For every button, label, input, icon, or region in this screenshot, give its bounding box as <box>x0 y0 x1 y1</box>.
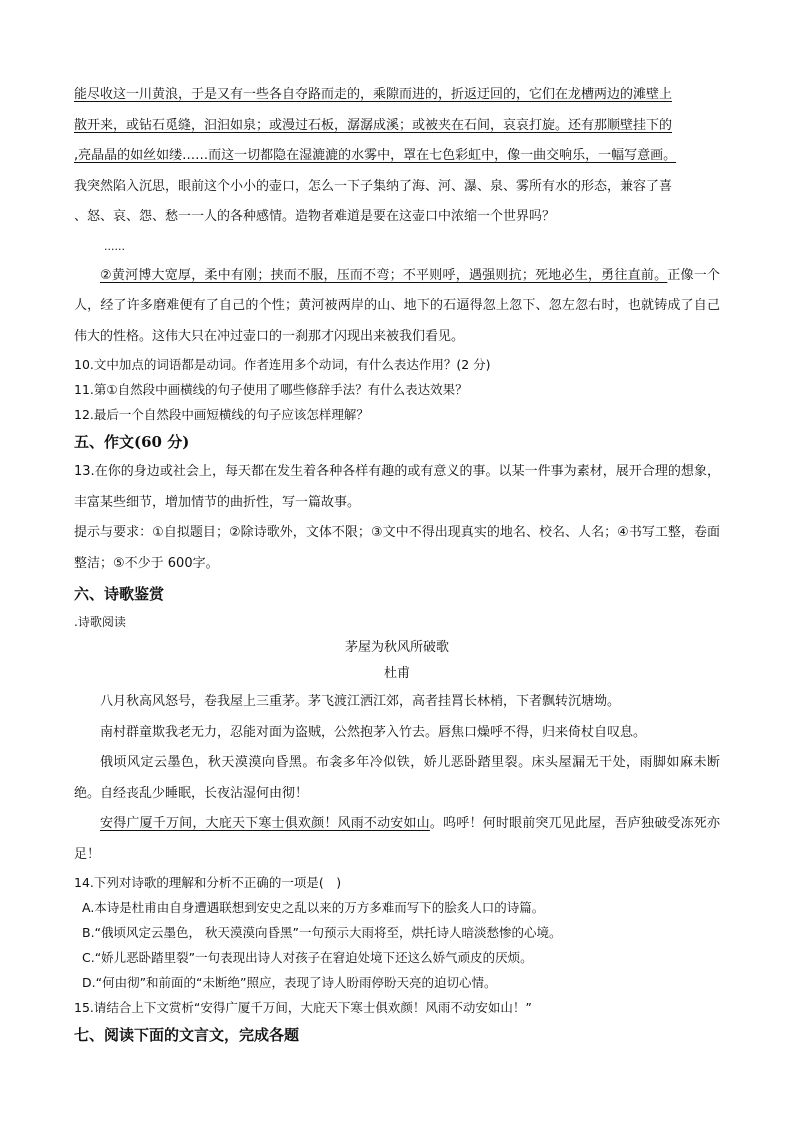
section-5-title: 五、作文(60 分) <box>74 433 190 451</box>
question-10: 10.文中加点的词语都是动词。作者连用多个动词，有什么表达作用？(2 分) <box>74 357 491 372</box>
passage-line: 散开来，或钻石觅缝，汩汩如泉；或漫过石板，潺潺成溪；或被夹在石间，哀哀打旋。还有那顺壁挂下的 <box>74 117 673 133</box>
passage-line: 、怒、哀、怨、愁一一人的各种感情。造物者难道是要在这壶口中浓缩一个世界吗？ <box>74 209 556 224</box>
question-14: 14.下列对诗歌的理解和分析不正确的一项是( ) <box>74 875 342 890</box>
section-6-title: 六、诗歌鉴赏 <box>74 585 165 603</box>
poem-stanza-2: 南村群童欺我老无力，忍能对面为盗贼，公然抱茅入竹去。唇焦口燥呼不得，归来倚杖自叹息。 <box>100 724 647 740</box>
question-11: 11.第①自然段中画横线的句子使用了哪些修辞手法？有什么表达效果？ <box>74 382 468 397</box>
question-13: 13.在你的身边或社会上，每天都在发生着各种各样有趣的或有意义的事。以某一件事为素材，展开合理的想象，丰富某些细节，增加情节的曲折性，写一篇故事。 <box>74 464 720 510</box>
poem-stanza-4: 安得广厦千万间，大庇天下寒士俱欢颜！风雨不动安如山。呜呼！何时眼前突兀见此屋，吾庐独破受冻死亦足！ <box>74 816 720 862</box>
passage-line: ,亮晶晶的如丝如缕……而这一切都隐在湿漉漉的水雾中，罩在七色彩虹中，像一曲交响乐，一幅写意画。 <box>74 148 677 163</box>
question-15: 15.请结合上下文赏析“安得广厦千万间，大庇天下寒士俱欢颜！风雨不动安如山！” <box>74 1000 532 1015</box>
poem-title: 茅屋为秋风所破歌 <box>344 640 449 655</box>
poem-stanza-3: 俄顷风定云墨色，秋天漠漠向昏黑。布衾多年冷似铁，娇儿恶卧踏里裂。床头屋漏无干处，雨脚如麻未断绝。自经丧乱少睡眠，长夜沾湿何由彻！ <box>74 755 720 801</box>
option-c: C.“娇儿恶卧踏里裂”一句表现出诗人对孩子在窘迫处境下还这么娇气顽皮的厌烦。 <box>82 950 533 965</box>
document-page <box>74 80 720 1050</box>
essay-requirements: 提示与要求：①自拟题目；②除诗歌外，文体不限；③文中不得出现真实的地名、校名、人名；④书写工整，卷面整洁；⑤不少于 600字。 <box>74 525 720 571</box>
poem-author: 杜甫 <box>383 666 410 681</box>
passage-paragraph-2: ②黄河博大宽厚，柔中有刚；挟而不服，压而不弯；不平则呼，遇强则抗；死地必生，勇往直前。正像一个人，经了许多磨难便有了自己的个性；黄河被两岸的山、地下的石逼得忽上忽下、忽左忽右时，也就铸成了自己伟大的性格。这伟大只在冲过壶口的一刹那才闪现出来被我们看见。 <box>74 267 720 344</box>
passage-line: 能尽收这一川黄浪，于是又有一些各自夺路而走的，乘隙而进的，折返迂回的，它们在龙槽两边的滩壁上 <box>74 87 673 102</box>
passage-line: 我突然陷入沉思，眼前这个小小的壶口，怎么一下子集纳了海、河、瀑、泉、雾所有水的形态，兼容了喜 <box>74 178 673 194</box>
option-b: B.“俄顷风定云墨色， 秋天漠漠向昏黑”一句预示大雨将至，烘托诗人暗淡愁惨的心境。 <box>82 925 562 940</box>
ellipsis: ...... <box>104 239 125 253</box>
poem-stanza-1: 八月秋高风怒号，卷我屋上三重茅。茅飞渡江洒江郊，高者挂罥长林梢，下者飘转沉塘坳。 <box>100 694 621 709</box>
option-a: A.本诗是杜甫由自身遭遇联想到安史之乱以来的万方多难而写下的脍炙人口的诗篇。 <box>82 900 545 915</box>
section-7-title: 七、阅读下面的文言文，完成各题 <box>74 1026 300 1044</box>
poem-reading-label: .诗歌阅读 <box>74 615 126 629</box>
question-12: 12.最后一个自然段中画短横线的句子应该怎样理解？ <box>74 407 369 422</box>
option-d: D.“何由彻”和前面的“未断绝”照应，表现了诗人盼雨停盼天亮的迫切心情。 <box>82 975 497 990</box>
